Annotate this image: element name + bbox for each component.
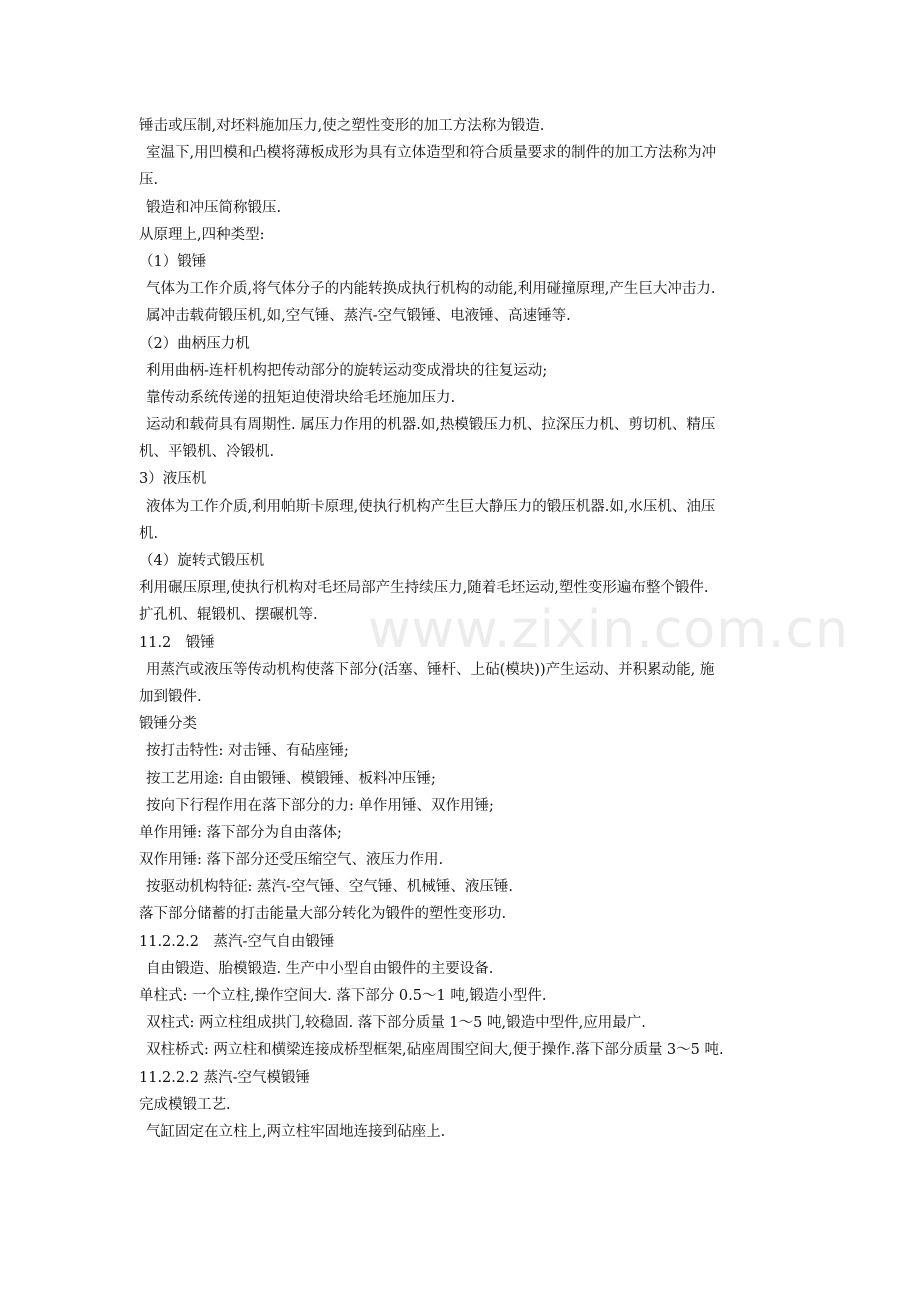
watermark: www.zixin.com.cn [368, 600, 849, 660]
text-line: 锻锤分类 [139, 716, 197, 733]
text-line: 扩孔机、辊锻机、摆碾机等. [139, 607, 318, 624]
text-line: 单作用锤: 落下部分为自由落体; [139, 824, 342, 841]
text-line: 11.2.2.2 蒸汽-空气自由锻锤 [139, 933, 335, 950]
text-line: 落下部分储蓄的打击能量大部分转化为锻件的塑性变形功. [139, 906, 507, 923]
text-line: 11.2 锻锤 [139, 634, 215, 651]
document-body [139, 113, 789, 1146]
text-line: （2）曲柄压力机 [139, 335, 250, 352]
text-line: 运动和载荷具有周期性. 属压力作用的机器.如,热模锻压力机、拉深压力机、剪切机、精压 [146, 417, 716, 434]
text-line: 靠传动系统传递的扭矩迫使滑块给毛坯施加压力. [146, 389, 456, 406]
text-line: 按工艺用途: 自由锻锤、模锻锤、板料冲压锤; [146, 770, 436, 787]
text-line: 11.2.2.2 蒸汽-空气模锻锤 [139, 1069, 310, 1086]
text-line: 加到锻件. [139, 688, 202, 705]
text-line: 室温下,用凹模和凸模将薄板成形为具有立体造型和符合质量要求的制件的加工方法称为冲 [146, 145, 717, 162]
text-line: 3）液压机 [139, 471, 207, 488]
text-line: 压. [139, 172, 159, 189]
text-line: 液体为工作介质,利用帕斯卡原理,使执行机构产生巨大静压力的锻压机器.如,水压机、油压 [146, 498, 716, 515]
text-line: （4）旋转式锻压机 [139, 553, 265, 569]
text-line: 气缸固定在立柱上,两立柱牢固地连接到砧座上. [146, 1123, 446, 1140]
text-line: 属冲击载荷锻压机,如,空气锤、蒸汽-空气锻锤、电液锤、高速锤等. [146, 308, 571, 325]
text-line: 双柱式: 两立柱组成拱门,较稳固. 落下部分质量 1～5 吨,锻造中型件,应用最广. [146, 1015, 646, 1032]
text-line: 按打击特性: 对击锤、有砧座锤; [146, 743, 349, 760]
text-line: 自由锻造、胎模锻造. 生产中小型自由锻件的主要设备. [146, 960, 494, 977]
text-line: 按向下行程作用在落下部分的力: 单作用锤、双作用锤; [146, 797, 494, 814]
text-line: 机、平锻机、冷锻机. [139, 444, 275, 461]
text-line: 锤击或压制,对坯料施加压力,使之塑性变形的加工方法称为锻造. [139, 118, 545, 134]
text-line: 气体为工作介质,将气体分子的内能转换成执行机构的动能,利用碰撞原理,产生巨大冲击力. [146, 281, 716, 298]
text-line: 利用碾压原理,使执行机构对毛坯局部产生持续压力,随着毛坯运动,塑性变形遍布整个锻件. [139, 580, 709, 597]
text-line: 单柱式: 一个立柱,操作空间大. 落下部分 0.5～1 吨,锻造小型件. [139, 988, 547, 1004]
text-line: 锻造和冲压简称锻压. [146, 199, 282, 216]
text-line: 双柱桥式: 两立柱和横梁连接成桥型框架,砧座周围空间大,便于操作.落下部分质量 3～5 吨. [146, 1042, 724, 1059]
text-line: 完成模锻工艺. [139, 1096, 231, 1113]
text-line: （1）锻锤 [139, 253, 207, 270]
text-line: 机. [139, 525, 159, 542]
text-line: 利用曲柄-连杆机构把传动部分的旋转运动变成滑块的往复运动; [146, 362, 548, 379]
text-line: 双作用锤: 落下部分还受压缩空气、液压力作用. [139, 852, 444, 869]
text-line: 按驱动机构特征: 蒸汽-空气锤、空气锤、机械锤、液压锤. [146, 879, 514, 896]
text-line: 用蒸汽或液压等传动机构使落下部分(活塞、锤杆、上砧(模块))产生运动、并积累动能, 施 [146, 661, 715, 678]
text-line: 从原理上,四种类型: [139, 226, 265, 243]
